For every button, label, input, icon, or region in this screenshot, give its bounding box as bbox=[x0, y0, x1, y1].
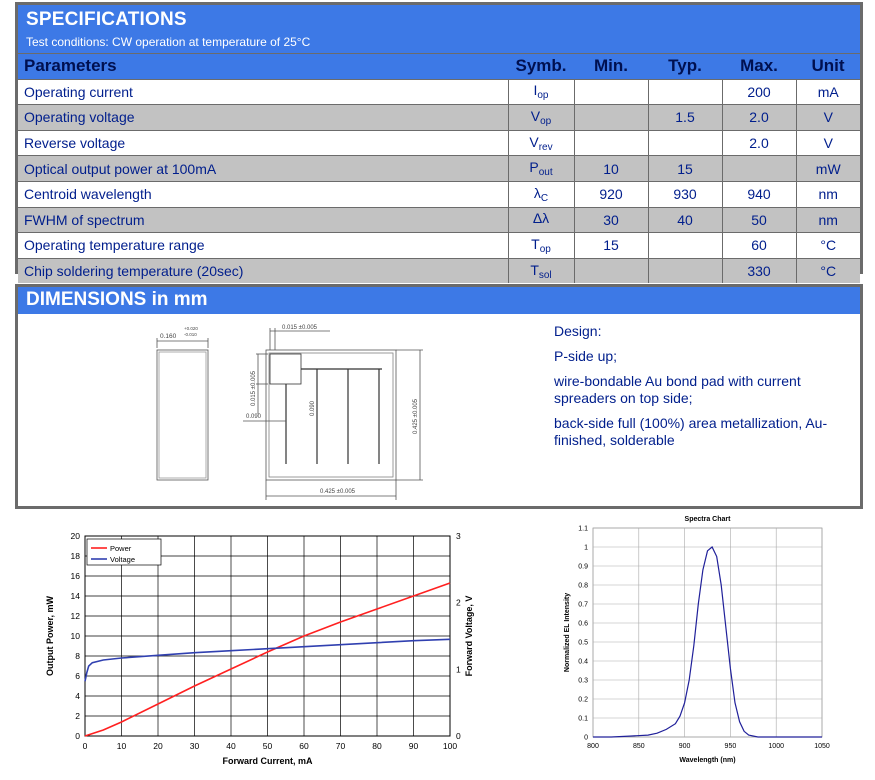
side-tol-minus: -0.010 bbox=[184, 332, 197, 337]
typ-cell: 15 bbox=[648, 156, 722, 182]
unit-cell: °C bbox=[796, 258, 860, 283]
parameter-cell: Reverse voltage bbox=[18, 130, 508, 156]
min-cell: 920 bbox=[574, 181, 648, 207]
max-cell: 940 bbox=[722, 181, 796, 207]
x-axis-label: Wavelength (nm) bbox=[679, 757, 736, 764]
y-tick-label: 2 bbox=[75, 711, 80, 721]
test-conditions: Test conditions: CW operation at temperature of 25°C bbox=[26, 35, 311, 49]
y-tick-label: 0.6 bbox=[578, 620, 588, 628]
table-row bbox=[18, 181, 860, 207]
typ-cell: 930 bbox=[648, 181, 722, 207]
symbol-cell bbox=[508, 181, 574, 207]
table-row bbox=[18, 130, 860, 156]
unit-cell: nm bbox=[796, 181, 860, 207]
x-axis-label: Forward Current, mA bbox=[222, 756, 313, 766]
y2-tick-label: 3 bbox=[456, 531, 461, 541]
max-cell: 60 bbox=[722, 233, 796, 259]
spectra-chart bbox=[555, 510, 845, 772]
y-tick-label: 0.5 bbox=[578, 639, 588, 647]
y-tick-label: 1.1 bbox=[578, 525, 588, 533]
x-tick-label: 60 bbox=[299, 741, 309, 751]
header-max: Max. bbox=[722, 54, 796, 80]
max-cell: 50 bbox=[722, 207, 796, 233]
x-tick-label: 100 bbox=[442, 741, 458, 751]
parameter-cell: Optical output power at 100mA bbox=[18, 156, 508, 182]
x-tick-label: 70 bbox=[335, 741, 346, 751]
y-tick-label: 0 bbox=[75, 731, 80, 741]
side-tol-plus: +0.020 bbox=[184, 326, 198, 331]
header-unit: Unit bbox=[796, 54, 860, 80]
symbol-cell bbox=[508, 79, 574, 105]
typ-cell bbox=[648, 258, 722, 283]
unit-cell: mA bbox=[796, 79, 860, 105]
parameter-cell: FWHM of spectrum bbox=[18, 207, 508, 233]
x-tick-label: 80 bbox=[372, 741, 382, 751]
y-tick-label: 0.8 bbox=[578, 582, 588, 590]
side-width-label: 0.160 bbox=[160, 333, 177, 340]
min-cell bbox=[574, 130, 648, 156]
specifications-header bbox=[18, 5, 860, 53]
typ-cell bbox=[648, 233, 722, 259]
max-cell: 2.0 bbox=[722, 130, 796, 156]
y-tick-label: 8 bbox=[75, 651, 80, 661]
parameter-cell: Operating temperature range bbox=[18, 233, 508, 259]
parameter-cell: Chip soldering temperature (20sec) bbox=[18, 258, 508, 283]
table-row bbox=[18, 207, 860, 233]
x-tick-label: 1050 bbox=[814, 743, 830, 750]
symbol-cell bbox=[508, 130, 574, 156]
typ-cell: 1.5 bbox=[648, 105, 722, 131]
symbol-subscript: out bbox=[538, 167, 553, 179]
dimensions-drawing bbox=[18, 314, 538, 506]
x-tick-label: 10 bbox=[116, 741, 127, 751]
min-cell: 30 bbox=[574, 207, 648, 233]
max-cell bbox=[722, 156, 796, 182]
typ-cell bbox=[648, 79, 722, 105]
max-cell: 2.0 bbox=[722, 105, 796, 131]
y-tick-label: 0.4 bbox=[578, 658, 588, 666]
symbol-main: I bbox=[533, 82, 538, 99]
top-view-inner bbox=[269, 353, 393, 477]
y-tick-label: 0.7 bbox=[578, 601, 588, 609]
y-tick-label: 12 bbox=[70, 611, 80, 621]
finger-gap-label: 0.090 bbox=[246, 414, 262, 420]
x-tick-label: 1000 bbox=[768, 743, 784, 750]
symbol-main: P bbox=[529, 159, 539, 176]
design-notes bbox=[554, 323, 854, 457]
y-tick-label: 6 bbox=[75, 671, 80, 681]
min-cell bbox=[574, 79, 648, 105]
x-tick-label: 30 bbox=[189, 741, 200, 751]
bond-pad bbox=[270, 354, 301, 384]
chip-width-label: 0.425 ±0.005 bbox=[320, 489, 355, 495]
dimensions-section bbox=[15, 284, 863, 509]
specifications-section bbox=[15, 2, 863, 281]
y-tick-label: 0.1 bbox=[578, 715, 588, 723]
symbol-main: V bbox=[529, 133, 539, 150]
side-view-inner bbox=[159, 352, 206, 478]
dimensions-header bbox=[18, 287, 860, 314]
min-cell bbox=[574, 105, 648, 131]
dimensions-title: DIMENSIONS in mm bbox=[26, 289, 208, 310]
typ-cell bbox=[648, 130, 722, 156]
legend-label: Power bbox=[110, 544, 132, 553]
plot-area bbox=[593, 528, 822, 737]
symbol-cell bbox=[508, 207, 574, 233]
y-tick-label: 0.2 bbox=[578, 696, 588, 704]
symbol-subscript: op bbox=[540, 115, 552, 127]
symbol-cell bbox=[508, 233, 574, 259]
pad-height-label: 0.015 ±0.005 bbox=[251, 371, 257, 406]
chart-title: Spectra Chart bbox=[684, 516, 731, 523]
typ-cell: 40 bbox=[648, 207, 722, 233]
parameter-cell: Operating voltage bbox=[18, 105, 508, 131]
header-symbol: Symb. bbox=[508, 54, 574, 80]
legend-label: Voltage bbox=[110, 555, 136, 564]
unit-cell: °C bbox=[796, 233, 860, 259]
specifications-title: SPECIFICATIONS bbox=[26, 9, 187, 30]
symbol-cell bbox=[508, 156, 574, 182]
specifications-table bbox=[18, 53, 860, 283]
max-cell: 200 bbox=[722, 79, 796, 105]
header-typ: Typ. bbox=[648, 54, 722, 80]
y-tick-label: 0 bbox=[584, 734, 588, 742]
chip-height-label: 0.425 ±0.005 bbox=[413, 399, 419, 434]
y-tick-label: 16 bbox=[70, 571, 80, 581]
x-tick-label: 950 bbox=[724, 743, 737, 750]
table-row bbox=[18, 79, 860, 105]
x-tick-label: 800 bbox=[587, 743, 599, 750]
symbol-main: λ bbox=[533, 184, 541, 201]
header-min: Min. bbox=[574, 54, 648, 80]
design-note: wire-bondable Au bond pad with current spreaders on top side; bbox=[554, 373, 801, 406]
symbol-cell bbox=[508, 105, 574, 131]
y2-tick-label: 1 bbox=[456, 664, 461, 675]
table-row bbox=[18, 233, 860, 259]
symbol-subscript: rev bbox=[538, 141, 553, 153]
y-tick-label: 1 bbox=[584, 544, 588, 552]
symbol-cell bbox=[508, 258, 574, 283]
y-tick-label: 14 bbox=[70, 591, 80, 601]
table-header-row bbox=[18, 54, 860, 80]
design-note: back-side full (100%) area metallization, Au-finished, solderable bbox=[554, 415, 828, 448]
max-cell: 330 bbox=[722, 258, 796, 283]
unit-cell: mW bbox=[796, 156, 860, 182]
design-note: Design: bbox=[554, 323, 602, 339]
power-voltage-chart bbox=[20, 522, 480, 772]
table-row bbox=[18, 156, 860, 182]
x-tick-label: 0 bbox=[82, 741, 88, 751]
current-spreaders bbox=[286, 369, 382, 464]
x-tick-label: 850 bbox=[632, 743, 645, 750]
side-view-outline bbox=[157, 350, 208, 480]
y-axis-label: Output Power, mW bbox=[45, 596, 55, 676]
y2-tick-label: 0 bbox=[456, 731, 461, 741]
symbol-subscript: C bbox=[540, 192, 549, 204]
unit-cell: V bbox=[796, 105, 860, 131]
parameter-cell: Operating current bbox=[18, 79, 508, 105]
y2-axis-label: Forward Voltage, V bbox=[464, 595, 474, 677]
unit-cell: V bbox=[796, 130, 860, 156]
y-tick-label: 0.9 bbox=[578, 563, 588, 571]
table-row bbox=[18, 105, 860, 131]
y2-tick-label: 2 bbox=[456, 597, 461, 608]
y-tick-label: 20 bbox=[70, 531, 80, 541]
y-axis-label: Normalized EL Intensity bbox=[564, 592, 571, 673]
x-tick-label: 40 bbox=[226, 741, 236, 751]
symbol-main: T bbox=[530, 261, 539, 278]
symbol-subscript: op bbox=[537, 90, 549, 102]
symbol-subscript: op bbox=[539, 243, 551, 255]
symbol-main: V bbox=[530, 107, 541, 124]
min-cell: 10 bbox=[574, 156, 648, 182]
y-tick-label: 0.3 bbox=[578, 677, 588, 685]
design-note: P-side up; bbox=[554, 348, 618, 364]
symbol-subscript: sol bbox=[538, 269, 552, 281]
x-tick-label: 90 bbox=[408, 741, 419, 751]
y-tick-label: 10 bbox=[70, 631, 80, 641]
x-tick-label: 20 bbox=[153, 741, 163, 751]
table-row bbox=[18, 258, 860, 283]
parameter-cell: Centroid wavelength bbox=[18, 181, 508, 207]
symbol-main: T bbox=[531, 235, 540, 252]
x-tick-label: 900 bbox=[678, 743, 691, 750]
symbol-main: Δλ bbox=[532, 210, 550, 227]
y-tick-label: 18 bbox=[70, 551, 80, 561]
finger-length-label: 0.090 bbox=[310, 400, 316, 416]
min-cell bbox=[574, 258, 648, 283]
header-parameters: Parameters bbox=[18, 54, 508, 80]
y-tick-label: 4 bbox=[75, 691, 80, 701]
x-tick-label: 50 bbox=[262, 741, 273, 751]
min-cell: 15 bbox=[574, 233, 648, 259]
pad-width-label: 0.015 ±0.005 bbox=[282, 325, 317, 331]
unit-cell: nm bbox=[796, 207, 860, 233]
